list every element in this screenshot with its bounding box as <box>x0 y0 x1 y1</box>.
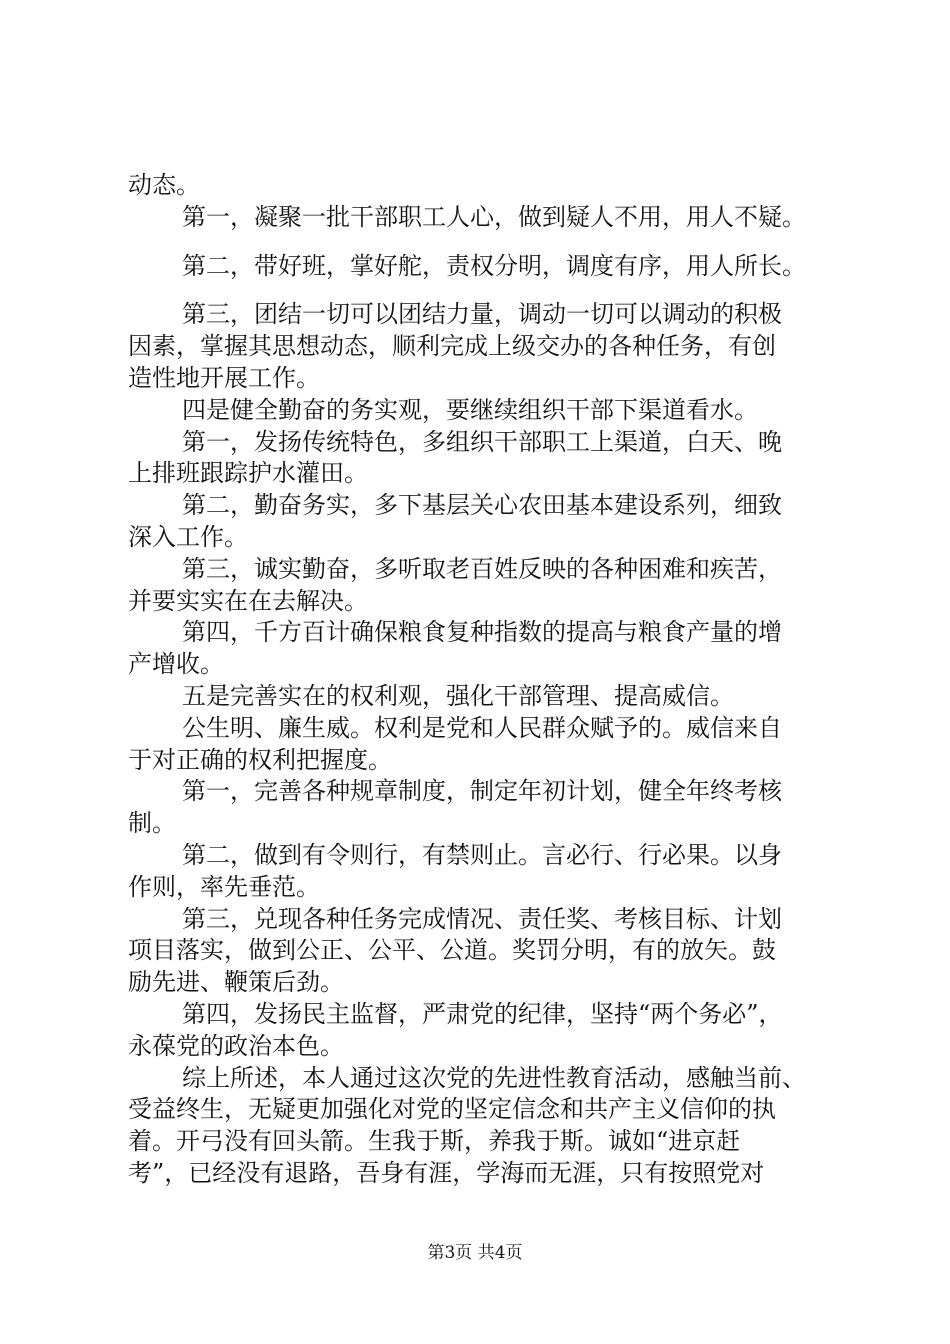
text-line: 着。开弓没有回头箭。生我于斯，养我于斯。诚如“进京赶 <box>128 1127 741 1156</box>
text-line: 五是完善实在的权利观，强化干部管理、提高威信。 <box>182 681 734 710</box>
text-line: 第三，兑现各种任务完成情况、责任奖、考核目标、计划 <box>182 904 782 933</box>
text-line: 第二，做到有令则行，有禁则止。言必行、行必果。以身 <box>182 840 782 869</box>
text-line: 永葆党的政治本色。 <box>128 1031 344 1060</box>
text-line: 第二，带好班，掌好舵，责权分明，调度有序，用人所长。 <box>182 251 806 280</box>
text-line: 第四，发扬民主监督，严肃党的纪律，坚持“两个务必”， <box>182 999 783 1028</box>
page-number-footer: 第3页 共4页 <box>427 1243 523 1263</box>
text-line: 公生明、廉生威。权利是党和人民群众赋予的。威信来自 <box>182 713 782 742</box>
text-line: 第四，千方百计确保粮食复种指数的提高与粮食产量的增 <box>182 618 782 647</box>
text-line: 上排班跟踪护水灌田。 <box>128 459 368 488</box>
text-line: 动态。 <box>128 171 200 199</box>
text-line: 作则，率先垂范。 <box>128 872 320 901</box>
text-line: 第二，勤奋务实，多下基层关心农田基本建设系列，细致 <box>182 491 782 520</box>
text-line: 因素，掌握其思想动态，顺利完成上级交办的各种任务，有创 <box>128 332 776 361</box>
document-body <box>128 170 858 1190</box>
text-line: 项目落实，做到公正、公平、公道。奖罚分明，有的放矢。鼓 <box>128 936 776 965</box>
text-line: 四是健全勤奋的务实观，要继续组织干部下渠道看水。 <box>182 395 758 424</box>
text-line: 第一，完善各种规章制度，制定年初计划，健全年终考核 <box>182 777 782 806</box>
text-line: 制。 <box>128 809 176 838</box>
text-line: 第三，诚实勤奋，多听取老百姓反映的各种困难和疾苦， <box>182 554 782 583</box>
text-line: 造性地开展工作。 <box>128 363 320 392</box>
text-line: 第一，发扬传统特色，多组织干部职工上渠道，白天、晚 <box>182 427 782 456</box>
text-line: 深入工作。 <box>128 522 248 551</box>
text-line: 励先进、鞭策后劲。 <box>128 968 344 997</box>
text-line: 产增收。 <box>128 650 224 679</box>
text-line: 并要实实在在去解决。 <box>128 586 368 615</box>
text-line: 于对正确的权利把握度。 <box>128 745 392 774</box>
text-line: 受益终生，无疑更加强化对党的坚定信念和共产主义信仰的执 <box>128 1095 776 1124</box>
text-line: 综上所述，本人通过这次党的先进性教育活动，感触当前、 <box>182 1063 806 1092</box>
text-line: 第三，团结一切可以团结力量，调动一切可以调动的积极 <box>182 300 782 329</box>
text-line: 第一，凝聚一批干部职工人心，做到疑人不用，用人不疑。 <box>182 202 806 231</box>
text-line: 考”，已经没有退路，吾身有涯，学海而无涯，只有按照党对 <box>128 1158 765 1187</box>
